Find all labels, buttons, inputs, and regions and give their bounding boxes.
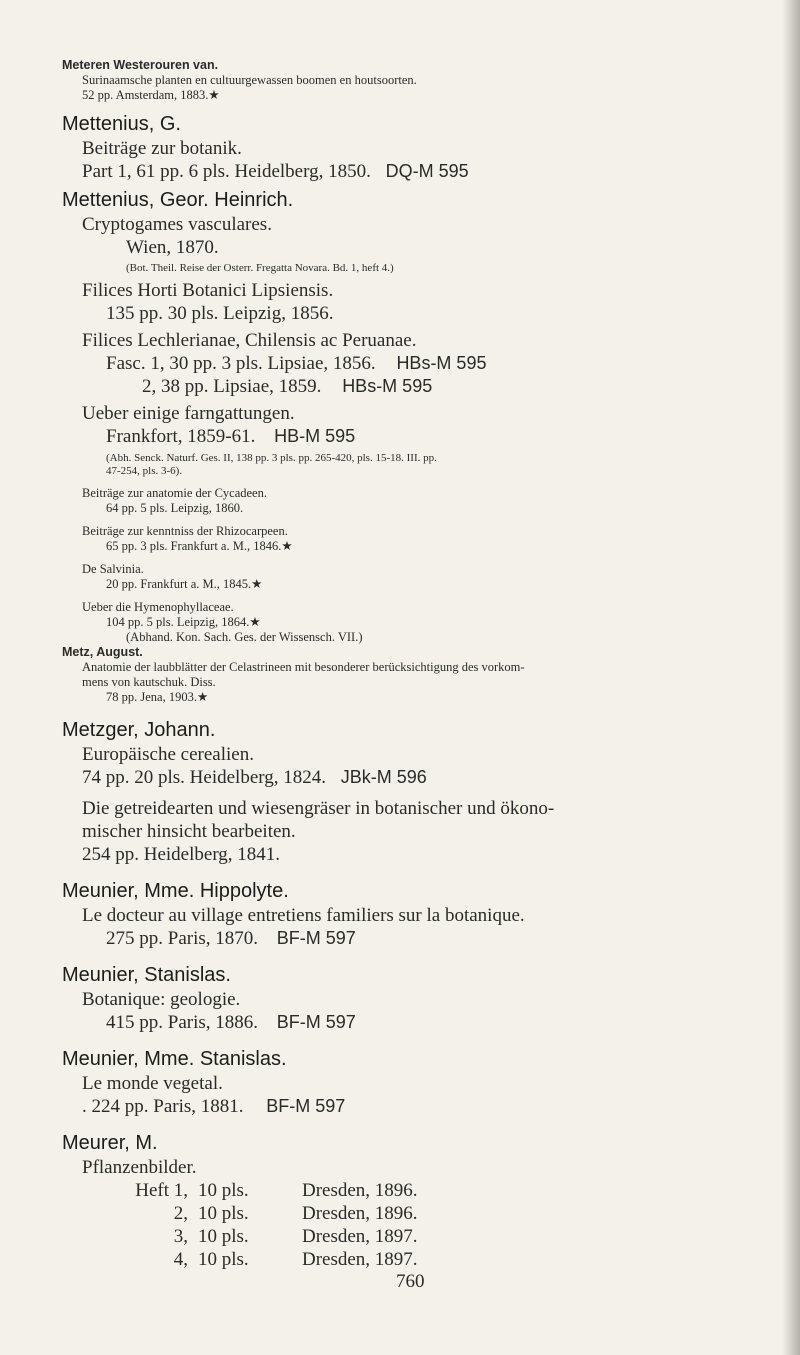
entry-title: mens von kautschuk. Diss. (82, 675, 216, 689)
heft-table (112, 1179, 418, 1271)
heft-table-body (112, 1179, 418, 1271)
catalog-page (62, 58, 782, 1293)
entry-detail: 135 pp. 30 pls. Leipzig, 1856. (106, 303, 334, 324)
entry-title: Pflanzenbilder. (82, 1157, 197, 1178)
call-number: BF-M 597 (276, 928, 356, 948)
header-title: Surinaamsche planten en cultuurgewassen boomen en houtsoorten. (82, 73, 417, 87)
entry-detail-text: 2, 38 pp. Lipsiae, 1859. (142, 376, 322, 397)
entry-title: Ueber die Hymenophyllaceae. (82, 600, 234, 614)
heft-number: 2, (173, 1203, 188, 1224)
entry-detail: 78 pp. Jena, 1903.★ (106, 690, 209, 704)
heft-number: Heft 1, (135, 1180, 188, 1201)
heft-place-date: Dresden, 1896. (302, 1180, 418, 1201)
heft-row (112, 1225, 418, 1248)
heft-row (112, 1202, 418, 1225)
entry-title: Ueber einige farngattungen. (82, 403, 295, 424)
entry-note: (Abh. Senck. Naturf. Ges. II, 138 pp. 3 pls. pp. 265-420, pls. 15-18. III. pp. (106, 452, 437, 464)
entry-title: Die getreidearten und wiesengräser in botanischer und ökono- (82, 798, 555, 819)
header-detail: 52 pp. Amsterdam, 1883.★ (82, 88, 220, 102)
heft-number: 4, (173, 1249, 188, 1270)
entry-detail (62, 927, 782, 950)
entry-author: Mettenius, G. (62, 113, 181, 135)
header-author: Meteren Westerouren van. (62, 58, 219, 72)
entry-detail (62, 160, 782, 183)
call-number: BF-M 597 (276, 1012, 356, 1032)
call-number: HB-M 595 (274, 426, 356, 446)
heft-place-date: Dresden, 1896. (302, 1203, 418, 1224)
call-number: BF-M 597 (266, 1096, 346, 1116)
call-number: HBs-M 595 (396, 353, 487, 373)
entry-title: Beiträge zur kenntniss der Rhizocarpeen. (82, 524, 288, 538)
entry-detail: 254 pp. Heidelberg, 1841. (82, 844, 281, 865)
heft-place-date: Dresden, 1897. (302, 1226, 418, 1247)
call-number: HBs-M 595 (342, 376, 433, 396)
page-number: 760 (396, 1271, 425, 1292)
heft-number: 3, (173, 1226, 188, 1247)
entry-title: Filices Lechlerianae, Chilensis ac Peruanae. (82, 330, 417, 351)
page-edge-shadow (782, 0, 800, 1355)
entry-detail (62, 352, 782, 375)
entry-note: (Bot. Theil. Reise der Osterr. Fregatta Novara. Bd. 1, heft 4.) (126, 262, 394, 274)
entry-detail: 20 pp. Frankfurt a. M., 1845.★ (106, 577, 263, 591)
entry-title: Le monde vegetal. (82, 1073, 223, 1094)
call-number: JBk-M 596 (340, 767, 427, 787)
entry-detail: 65 pp. 3 pls. Frankfurt a. M., 1846.★ (106, 539, 293, 553)
entry-detail-text: 275 pp. Paris, 1870. (106, 928, 258, 949)
entry-title: Anatomie der laubblätter der Celastrineen mit besonderer berücksichtigung des vorkom- (82, 660, 525, 674)
entry-detail (62, 375, 782, 398)
heft-row (112, 1248, 418, 1271)
heft-plates: 10 pls. (198, 1180, 249, 1201)
entry-title: mischer hinsicht bearbeiten. (82, 821, 296, 842)
entry-title: Europäische cerealien. (82, 744, 254, 765)
entry-title: Beiträge zur anatomie der Cycadeen. (82, 486, 267, 500)
entry-detail-text: Part 1, 61 pp. 6 pls. Heidelberg, 1850. (82, 161, 371, 182)
call-number: DQ-M 595 (385, 161, 469, 181)
entry-detail (62, 425, 782, 448)
entry-detail: 104 pp. 5 pls. Leipzig, 1864.★ (106, 615, 261, 629)
entry-author: Metzger, Johann. (62, 719, 216, 741)
entry-detail-text: Fasc. 1, 30 pp. 3 pls. Lipsiae, 1856. (106, 353, 376, 374)
entry-detail-text: 415 pp. Paris, 1886. (106, 1012, 258, 1033)
entry-author: Meunier, Mme. Hippolyte. (62, 880, 289, 902)
entry-detail (62, 1095, 782, 1118)
entry-detail (62, 1011, 782, 1034)
entry-detail: Wien, 1870. (126, 237, 219, 258)
heft-plates: 10 pls. (198, 1226, 249, 1247)
entry-title: Beiträge zur botanik. (82, 138, 242, 159)
entry-author: Metz, August. (62, 645, 143, 659)
heft-place-date: Dresden, 1897. (302, 1249, 418, 1270)
entry-title: Botanique: geologie. (82, 989, 241, 1010)
entry-detail-text: . 224 pp. Paris, 1881. (82, 1096, 244, 1117)
entry-detail-text: Frankfort, 1859-61. (106, 426, 256, 447)
entry-title: Cryptogames vasculares. (82, 214, 272, 235)
entry-title: De Salvinia. (82, 562, 144, 576)
entry-detail-text: 74 pp. 20 pls. Heidelberg, 1824. (82, 767, 326, 788)
heft-plates: 10 pls. (198, 1249, 249, 1270)
entry-author: Meunier, Stanislas. (62, 964, 231, 986)
entry-author: Meunier, Mme. Stanislas. (62, 1048, 287, 1070)
entry-note: (Abhand. Kon. Sach. Ges. der Wissensch. VII.) (126, 630, 363, 644)
entry-detail: 64 pp. 5 pls. Leipzig, 1860. (106, 501, 244, 515)
heft-plates: 10 pls. (198, 1203, 249, 1224)
entry-author: Meurer, M. (62, 1132, 158, 1154)
entry-detail (62, 766, 782, 789)
entry-title: Le docteur au village entretiens familiers sur la botanique. (82, 905, 525, 926)
heft-row (112, 1179, 418, 1202)
entry-author: Mettenius, Geor. Heinrich. (62, 189, 294, 211)
entry-note: 47-254, pls. 3-6). (106, 465, 183, 477)
entry-title: Filices Horti Botanici Lipsiensis. (82, 280, 334, 301)
